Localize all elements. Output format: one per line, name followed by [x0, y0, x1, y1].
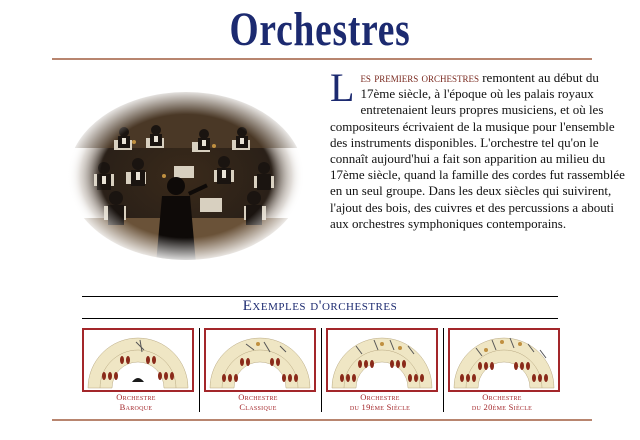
caption-line2: Classique: [239, 402, 277, 412]
orchestra-photo: [64, 88, 308, 264]
examples-rule-bottom: [82, 318, 558, 319]
intro-paragraph: [330, 65, 630, 232]
20th-century-seating-icon: [450, 330, 558, 390]
examples-heading: Exemples d'orchestres: [242, 298, 398, 314]
title-divider: [52, 58, 592, 60]
caption-20th-century[interactable]: [442, 392, 562, 412]
classical-orchestra-seating-chart[interactable]: [204, 328, 316, 392]
caption-classical[interactable]: [198, 392, 318, 412]
caption-line1: Orchestre: [116, 392, 156, 402]
caption-line1: Orchestre: [360, 392, 400, 402]
intro-lead-smallcaps: es premiers orchestres: [360, 70, 479, 85]
intro-drop-cap: L: [330, 65, 355, 110]
19th-century-orchestra-seating-chart[interactable]: [326, 328, 438, 392]
caption-line2: du 19ème Siècle: [349, 402, 411, 412]
caption-line2: Baroque: [119, 402, 153, 412]
20th-century-orchestra-seating-chart[interactable]: [448, 328, 560, 392]
examples-rule-top: [82, 296, 558, 297]
classical-seating-icon: [206, 330, 314, 390]
caption-line2: du 20ème Siècle: [471, 402, 533, 412]
baroque-seating-icon: [84, 330, 192, 390]
caption-baroque[interactable]: [76, 392, 196, 412]
page-title: Orchestres: [229, 3, 411, 56]
caption-line1: Orchestre: [482, 392, 522, 402]
caption-19th-century[interactable]: [320, 392, 440, 412]
19th-century-seating-icon: [328, 330, 436, 390]
footer-divider: [52, 419, 592, 421]
intro-body: remontent au début du 17ème siècle, à l'époque où les palais royaux entretenaient leurs propres musiciens, et où les compositeurs écrivaient de la musique pour l'ensemble des instruments disponibles. L'orchestre tel qu'on le connaît aujourd'hui a fait son apparition au milieu du 17ème siècle, quand la famille des cordes fut rassemblée en un seul groupe. Dans les deux siècles qui suivirent, l'ajout des bois, des cuivres et des percussions a abouti aux orchestres symphoniques contemporains.: [330, 70, 625, 231]
orchestra-photo-image: [64, 88, 308, 264]
baroque-orchestra-seating-chart[interactable]: [82, 328, 194, 392]
caption-line1: Orchestre: [238, 392, 278, 402]
